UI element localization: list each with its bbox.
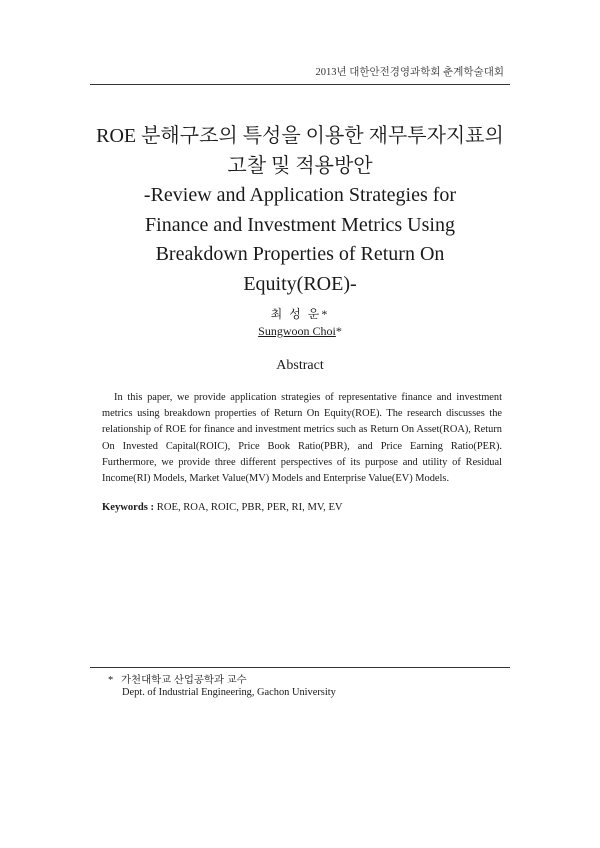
abstract-body: In this paper, we provide application strategies of representative finance and investment metrics using breakdown properties of Return On Equity(ROE). The research discusses the relationship of ROE for finance and investment metrics such as Return On Asset(ROA), Return On Invested Capital(ROIC), Price Book Ratio(PBR), and Price Earning Ratio(PER). Furthermore, we provide three different perspectives of its purpose and utility of Residual Income(RI) Models, Market Value(MV) Models and Enterprise Value(EV) Models. (102, 392, 502, 485)
header-divider (90, 84, 510, 85)
affiliation-korean: 가천대학교 산업공학과 교수 (121, 675, 247, 686)
footnote-divider (90, 667, 510, 668)
author-korean: 최 성 운* (270, 307, 330, 321)
conference-header: 2013년 대한안전경영과학회 춘계학술대회 (315, 67, 504, 78)
title-line: Finance and Investment Metrics Using (145, 213, 455, 236)
keywords (102, 502, 502, 513)
title-line: 고찰 및 적용방안 (227, 154, 373, 177)
author-english (0, 324, 600, 339)
author-english-name: Sungwoon Choi (258, 324, 336, 338)
title-line: -Review and Application Strategies for (143, 184, 457, 206)
footnote-marker: * (108, 675, 114, 686)
paper-title (60, 122, 540, 299)
abstract-heading: Abstract (276, 358, 324, 373)
keywords-label: Keywords : (102, 502, 155, 513)
title-line: Equity(ROE)- (243, 272, 357, 295)
title-line: ROE 분해구조의 특성을 이용한 재무투자지표의 (96, 125, 504, 147)
title-line: Breakdown Properties of Return On (155, 243, 445, 265)
author-footnote-mark: * (335, 324, 342, 338)
footnote-affiliation-en: Dept. of Industrial Engineering, Gachon University (122, 687, 336, 698)
keywords-values: ROE, ROA, ROIC, PBR, PER, RI, MV, EV (156, 502, 343, 513)
footnote-affiliation-ko (108, 671, 247, 686)
